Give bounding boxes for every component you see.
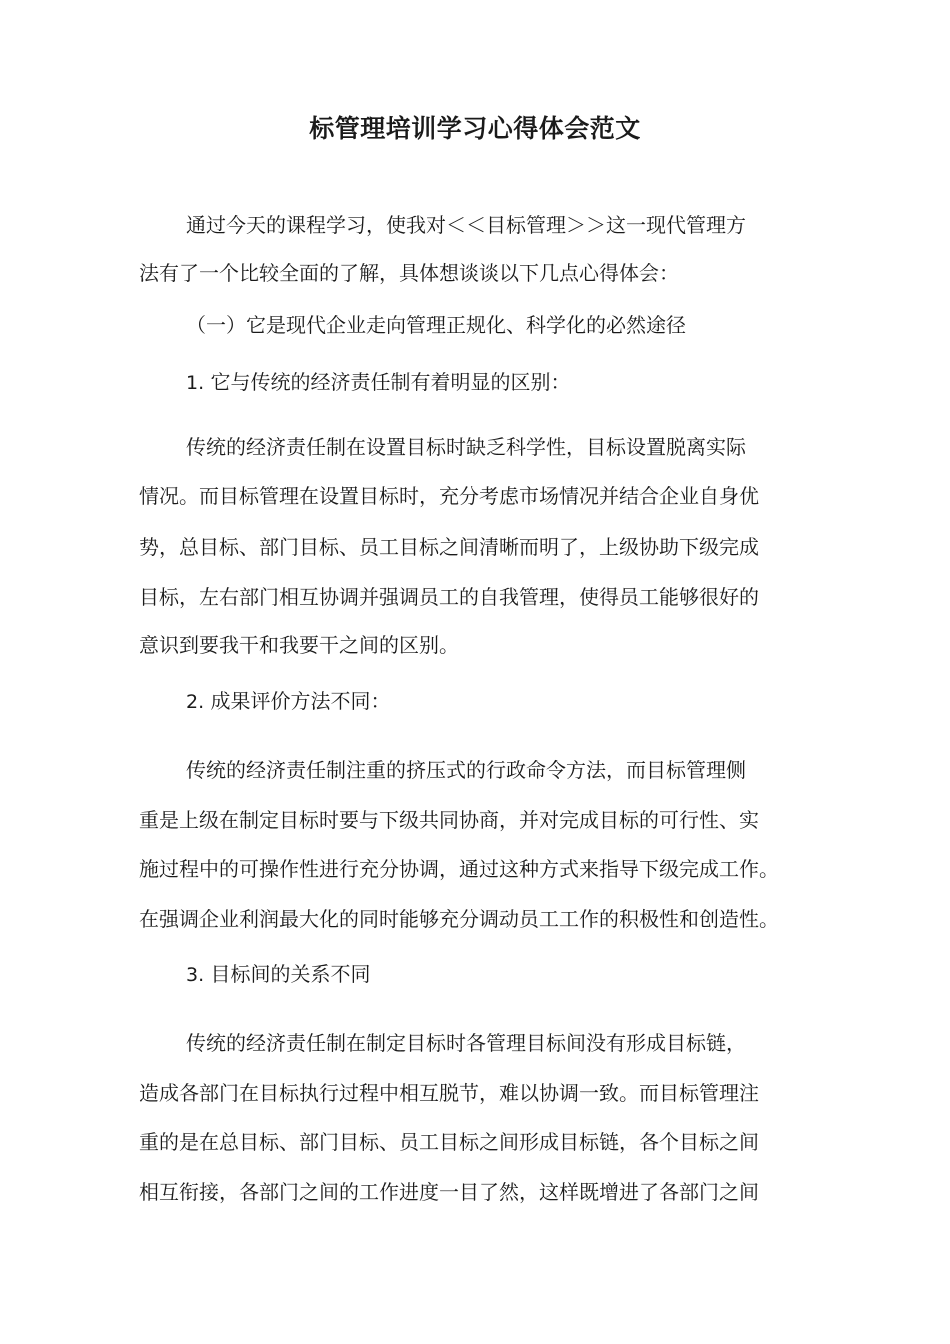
numbered-heading-2: [186, 687, 391, 716]
paragraph-line: 传统的经济责任制在设置目标时缺乏科学性，目标设置脱离实际: [186, 435, 746, 459]
paragraph-line: 法有了一个比较全面的了解，具体想谈谈以下几点心得体会：: [139, 261, 679, 285]
paragraph-line: 势，总目标、部门目标、员工目标之间清晰而明了，上级协助下级完成: [139, 535, 759, 559]
paragraph-line: 相互衔接，各部门之间的工作进度一目了然，这样既增进了各部门之间: [139, 1180, 759, 1204]
paragraph-line: 情况。而目标管理在设置目标时，充分考虑市场情况并结合企业自身优: [139, 484, 759, 508]
heading-text: 成果评价方法不同：: [210, 689, 391, 713]
document-title: 标管理培训学习心得体会范文: [309, 114, 641, 143]
paragraph-line: 传统的经济责任制注重的挤压式的行政命令方法，而目标管理侧: [186, 758, 746, 782]
paragraph-line: 重是上级在制定目标时要与下级共同协商，并对完成目标的可行性、实: [139, 808, 759, 832]
numbered-heading-1: [186, 368, 571, 397]
paragraph-line: 意识到要我干和我要干之间的区别。: [139, 633, 459, 657]
paragraph-line: 在强调企业利润最大化的同时能够充分调动员工工作的积极性和创造性。: [139, 907, 779, 931]
section-heading: （一）它是现代企业走向管理正规化、科学化的必然途径: [186, 313, 686, 337]
paragraph-line: 通过今天的课程学习，使我对＜＜目标管理＞＞这一现代管理方: [186, 213, 746, 237]
heading-text: 它与传统的经济责任制有着明显的区别：: [210, 370, 571, 394]
heading-number: 1.: [186, 372, 205, 394]
paragraph-line: 施过程中的可操作性进行充分协调，通过这种方式来指导下级完成工作。: [139, 857, 779, 881]
heading-text: 目标间的关系不同: [210, 962, 371, 986]
paragraph-line: 传统的经济责任制在制定目标时各管理目标间没有形成目标链，: [186, 1031, 746, 1055]
heading-number: 3.: [186, 964, 205, 986]
paragraph-line: 目标，左右部门相互协调并强调员工的自我管理，使得员工能够很好的: [139, 585, 759, 609]
paragraph-line: 造成各部门在目标执行过程中相互脱节，难以协调一致。而目标管理注: [139, 1081, 759, 1105]
paragraph-line: 重的是在总目标、部门目标、员工目标之间形成目标链，各个目标之间: [139, 1130, 759, 1154]
heading-number: 2.: [186, 691, 205, 713]
numbered-heading-3: [186, 960, 371, 989]
